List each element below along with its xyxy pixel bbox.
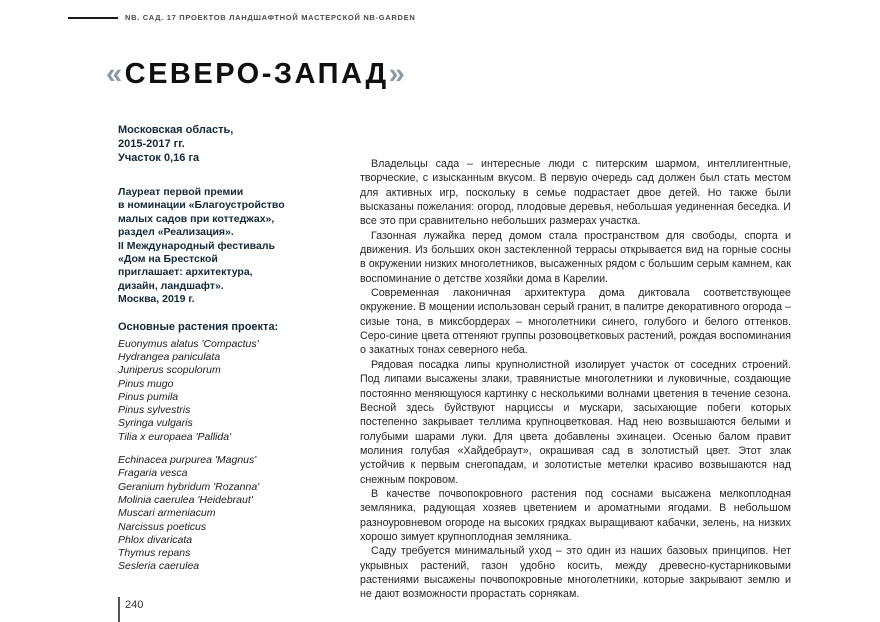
page-footer xyxy=(118,597,143,622)
paragraph: Современная лаконичная архитектура дома диктовала соответствующее окружение. В мощении использован серый гранит, в палитре декоративного огорода – сизые тона, в миксбордерах – многолетники синего, голубого и белого оттенков. Серо-синие цвета оттеняют группы розовоцветковых растений, рождая воспоминания о закатных тонах северного неба. xyxy=(360,287,791,357)
award-block xyxy=(118,186,353,307)
award-line: «Дом на Брестской xyxy=(118,253,218,266)
plant-name: Echinacea purpurea 'Magnus' xyxy=(118,454,257,467)
award-line: раздел «Реализация». xyxy=(118,226,234,239)
meta-line: Участок 0,16 га xyxy=(118,152,200,164)
project-meta xyxy=(118,123,353,165)
title-text: СЕВЕРО-ЗАПАД xyxy=(124,58,389,90)
plants-heading: Основные растения проекта: xyxy=(118,320,279,333)
page-number: 240 xyxy=(125,599,144,611)
footer-rule xyxy=(118,597,120,622)
award-line: малых садов при коттеджах», xyxy=(118,212,275,225)
award-line: дизайн, ландшафт». xyxy=(118,279,224,292)
paragraph: Рядовая посадка липы крупнолистной изолирует участок от соседних строений. Под липами высажены злаки, травянистые многолетники и луковичные, создающие постоянно меняющуюся картинку с несколькими волнами цветения в течение сезона. Весной здесь буйствуют нарциссы и мускари, засыхающие побеги которых постепенно закрывает теллима крупноцветковая. Над нею возвышаются белыми и голубыми шарами луки. Для цвета добавлены эхинацеи. Осенью балом правит молиния голубая «Хайдебраут», окрашивая сад в золотистый цвет. Этот злак устойчив к первым снегопадам, и золотистые метелки красиво возвышаются над снежным покровом. xyxy=(360,358,791,486)
paragraph: Газонная лужайка перед домом стала пространством для свободы, спорта и движения. Из больших окон застекленной террасы открывается вид на горные сосны в окружении низких многолетников, высаженных рядом с большим серым камнем, как воспоминание о детстве хозяйки дома в Карелии. xyxy=(360,229,791,285)
award-line: Москва, 2019 г. xyxy=(118,293,195,306)
plant-name: Geranium hybridum 'Rozanna' xyxy=(118,480,260,493)
plant-name: Thymus repans xyxy=(118,547,191,560)
plant-name: Euonymus alatus 'Compactus' xyxy=(118,337,259,350)
plant-name: Tilia x europaea 'Pallida' xyxy=(118,430,232,443)
running-title: NB. САД. 17 ПРОЕКТОВ ЛАНДШАФТНОЙ МАСТЕРСКОЙ NB-GARDEN xyxy=(125,13,416,22)
plant-name: Pinus sylvestris xyxy=(118,404,191,417)
page-title xyxy=(106,58,407,91)
award-line: II Международный фестиваль xyxy=(118,239,275,252)
plant-name: Narcissus poeticus xyxy=(118,520,207,533)
meta-line: 2015-2017 гг. xyxy=(118,138,185,150)
meta-line: Московская область, xyxy=(118,124,234,136)
running-header xyxy=(68,13,415,22)
article-text xyxy=(360,157,791,602)
plant-name: Juniperus scopulorum xyxy=(118,364,221,377)
title-close-quote: » xyxy=(388,58,408,90)
title-open-quote: « xyxy=(106,58,125,90)
paragraph: Владельцы сада – интересные люди с питерским шармом, интеллигентные, творческие, с изысканным вкусом. В первую очередь сад должен был стать местом для активных игр, поскольку в семье подрастает двое детей. Но также были высказаны пожелания: огород, плодовые деревья, небольшая уединенная беседка. И все это при сравнительно небольших размерах участка. xyxy=(360,158,791,228)
plant-name: Pinus mugo xyxy=(118,377,174,390)
paragraph: В качестве почвопокровного растения под соснами высажена мелкоплодная земляника, радующая хозяев цветением и ароматными ягодами. В небольшом разноуровневом огороде на высоких грядках выращивают кабачки, зелень, на низких хорошо зимует крупноплодная земляника. xyxy=(360,487,791,543)
plant-list-secondary xyxy=(118,454,353,574)
plant-name: Phlox divaricata xyxy=(118,533,193,546)
plant-name: Muscari armeniacum xyxy=(118,507,216,520)
award-line: в номинации «Благоустройство xyxy=(118,199,285,212)
project-info-column xyxy=(118,123,353,574)
award-line: приглашает: архитектура, xyxy=(118,266,253,279)
header-rule xyxy=(68,17,118,19)
plant-name: Sesleria caerulea xyxy=(118,560,200,573)
plant-name: Pinus pumila xyxy=(118,390,179,403)
plant-name: Hydrangea paniculata xyxy=(118,350,221,363)
plant-name: Molinia caerulea 'Heidebraut' xyxy=(118,493,253,506)
plant-name: Fragaria vesca xyxy=(118,467,188,480)
paragraph: Саду требуется минимальный уход – это один из наших базовых принципов. Нет укрывных растений, газон удобно косить, между древесно-кустарниковыми растениями высажены почвопокровные многолетники, которые закрывают землю и не дают возможности прорастать сорнякам. xyxy=(360,545,791,601)
plant-list-primary xyxy=(118,338,353,444)
plant-name: Syringa vulgaris xyxy=(118,417,193,430)
award-line: Лауреат первой премии xyxy=(118,186,244,198)
